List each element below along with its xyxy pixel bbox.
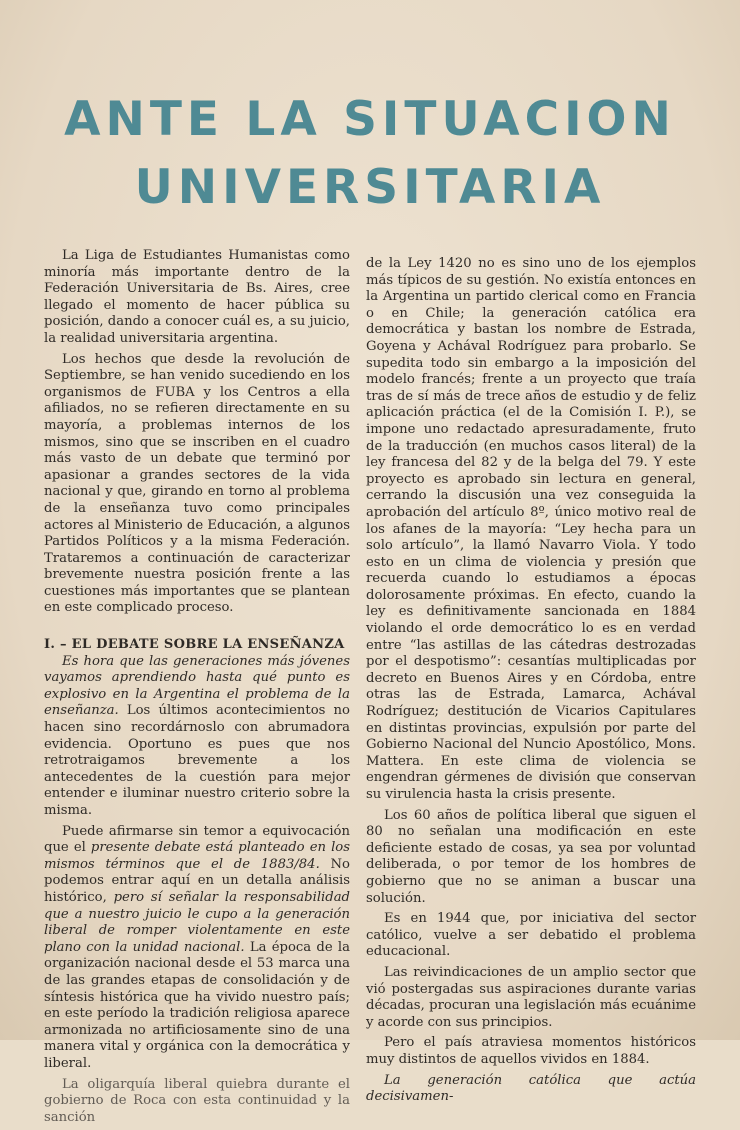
right-paragraph-1: de la Ley 1420 no es sino uno de los ejemplos más típicos de su gestión. No existía entonces en la Argentina un partido clerical como en Francia o en Chile; la generación católica era democrática y bastan los nombre de Estrada, Goyena y Achával Rodríguez para probarlo. Se supedita todo sin embargo a la imposición del modelo francés; frente a un proyecto que traía tras de sí más de trece años de estudio y de feliz aplicación práctica (el de la Comisión I. P.), se impone uno redactado apresuradamente, fruto de la traducción (en muchos casos literal) de la ley francesa del 82 y de la belga del 79. Y este proyecto es aprobado sin lectura en general, cerrando la discusión una vez conseguida la aprobación del artículo 8º, único motivo real de los afanes de la mayoría: “Ley hecha para un solo artículo”, la llamó Navarro Viola. Y todo esto en un clima de violencia y presión que recuerda cuando lo estudiamos a épocas dolorosamente próximas. En efecto, cuando la ley es definitivamente sancionada en 1884 violando el orde democrático lo es en verdad entre “las astillas de las cátedras destrozadas por el despotismo”: cesantías multiplicadas por decreto en Buenos Aires y en Córdoba, entre otras las de Estrada, Lamarca, Achával Rodríguez; destitución de Vicarios Capitulares en distintas provincias, expulsión por parte del Gobierno Nacional del Nuncio Apostólico, Mons. Mattera. En este clima de violencia se engendran gérmenes de división que conservan su virulencia hasta la crisis presente.	[366, 256, 696, 802]
right-column	[366, 256, 696, 1110]
left-paragraph-4-a: Puede afirmarse sin temor a equivocación que el	[44, 823, 350, 856]
right-paragraph-4: Las reivindicaciones de un amplio sector que vió postergadas sus aspiraciones durante varias décadas, procuran una legislación más ecuánime y acorde con sus principios.	[366, 964, 696, 1030]
left-paragraph-4	[44, 824, 350, 1073]
left-paragraph-4-italic-1: presente debate está planteado en los mismos términos que el de 1883/84.	[44, 840, 350, 872]
left-paragraph-3-italic: Es hora que las generaciones más jóvenes vayamos aprendiendo hasta qué punto es explosivo en la Argentina el problema de la enseñanza.	[44, 653, 350, 719]
right-paragraph-3: Es en 1944 que, por iniciativa del sector católico, vuelve a ser debatido el problema educacional.	[366, 911, 696, 960]
left-paragraph-4-italic-2: pero sí señalar la responsabilidad que a nuestro juicio le cupo a la generación liberal de romper violentamente en este plano con la unidad nacional.	[44, 889, 350, 955]
left-paragraph-3-rest: Los últimos acontecimientos no hacen sino recordárnoslo con abrumadora evidencia. Oportuno es pues que nos retrotraigamos brevemente a los antecedentes de la cuestión para mejor entender e iluminar nuestro criterio sobre la misma.	[44, 703, 350, 818]
left-paragraph-4-c: La época de la organización nacional desde el 53 marca una de las grandes etapas de consolidación y de síntesis histórica que ha vivido nuestro país; en este período la tradición religiosa aparece armonizada no artificiosamente sino de una manera vital y orgánica con la democrática y liberal.	[44, 939, 350, 1071]
page-title-line-1: ANTE LA SITUACION	[64, 92, 676, 147]
left-paragraph-5: La oligarquía liberal quiebra durante el gobierno de Roca con esta continuidad y la sanción	[44, 1076, 350, 1125]
right-paragraph-2: Los 60 años de política liberal que siguen el 80 no señalan una modificación en este deficiente estado de cosas, ya sea por voluntad deliberada, o por temor de los hombres de gobierno que no se animan a buscar una solución.	[366, 807, 696, 906]
right-paragraph-5: Pero el país atraviesa momentos históricos muy distintos de aquellos vividos en 1884.	[366, 1035, 696, 1067]
left-paragraph-4-b: No podemos entrar aquí en un detalla análisis histórico,	[44, 856, 350, 905]
left-paragraph-3	[44, 654, 350, 820]
page-title-line-2: UNIVERSITARIA	[134, 160, 606, 215]
right-paragraph-6: La generación católica que actúa decisivamen-	[366, 1072, 696, 1105]
left-column	[44, 248, 350, 1130]
left-paragraph-1: La Liga de Estudiantes Humanistas como minoría más importante dentro de la Federación Universitaria de Bs. Aires, cree llegado el momento de hacer pública su posición, dando a conocer cuál es, a su juicio, la realidad universitaria argentina.	[44, 248, 350, 346]
left-paragraph-2: Los hechos que desde la revolución de Septiembre, se han venido sucediendo en los organismos de FUBA y los Centros a ella afiliados, no se refieren directamente en su mayoría, a problemas internos de los mismos, sino que se inscriben en el cuadro más vasto de un debate que terminó por apasionar a grandes sectores de la vida nacional y que, girando en torno al problema de la enseñanza tuvo como principales actores al Ministerio de Educación, a algunos Partidos Políticos y a la misma Federación. Trataremos a continuación de caracterizar brevemente nuestra posición frente a las cuestiones más importantes que se plantean en este complicado proceso.	[44, 351, 350, 616]
section-heading: I. – EL DEBATE SOBRE LA ENSEÑANZA	[44, 637, 345, 653]
